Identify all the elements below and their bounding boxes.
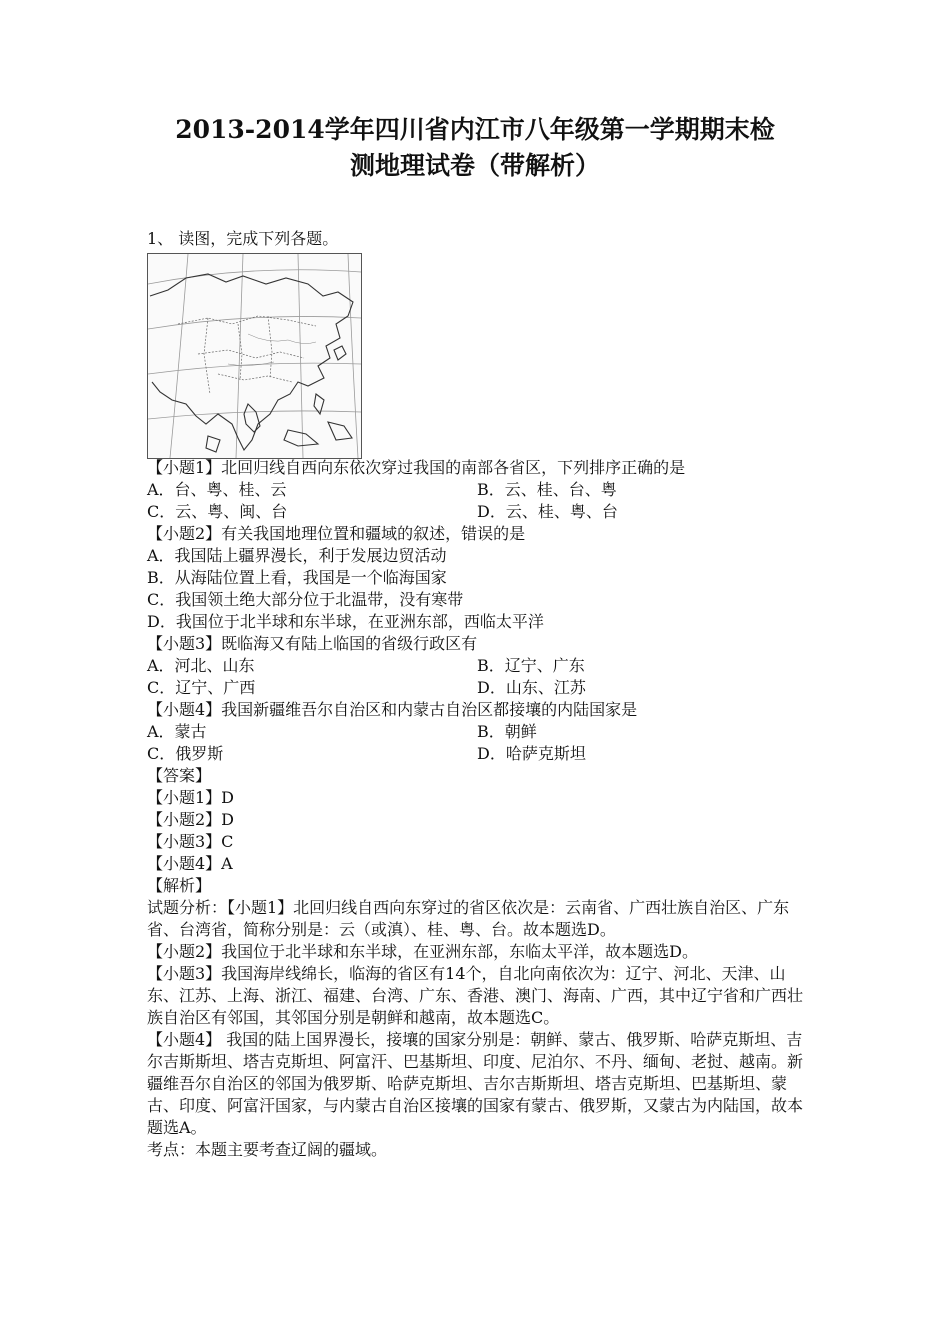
answer-item-3: 【小题3】C <box>147 832 234 851</box>
asia-outline-map-image <box>147 253 362 459</box>
option-b: B．辽宁、广东 <box>477 656 585 675</box>
analysis-heading: 【解析】 <box>147 876 212 895</box>
option-c: C．俄罗斯 <box>147 744 224 763</box>
option-b: B．从海陆位置上看，我国是一个临海国家 <box>147 568 447 587</box>
option-d: D．云、桂、粤、台 <box>477 502 618 521</box>
map-drawing <box>148 254 361 458</box>
option-a: A．我国陆上疆界漫长，利于发展边贸活动 <box>147 546 447 565</box>
option-d: D．哈萨克斯坦 <box>477 744 586 763</box>
option-c: C．云、粤、闽、台 <box>147 502 288 521</box>
option-d: D．山东、江苏 <box>477 678 586 697</box>
subquestion-4-options-row-2 <box>147 743 807 765</box>
analysis-paragraph-1: 试题分析：【小题1】北回归线自西向东穿过的省区依次是：云南省、广西壮族自治区、广东省、台湾省，简称分别是：云（或滇）、桂、粤、台。故本题选D。 <box>147 898 790 939</box>
analysis-exam-point: 考点：本题主要考查辽阔的疆域。 <box>147 1140 388 1159</box>
option-a: A．蒙古 <box>147 722 207 741</box>
subquestion-1-options-row-1 <box>147 479 807 501</box>
subquestion-4-options-row-1 <box>147 721 807 743</box>
document-title <box>100 112 850 184</box>
option-a: A．台、粤、桂、云 <box>147 480 287 499</box>
answer-item-4: 【小题4】A <box>147 854 233 873</box>
answer-item-1: 【小题1】D <box>147 788 235 807</box>
option-b: B．云、桂、台、粤 <box>477 480 617 499</box>
analysis-paragraph-3: 【小题3】我国海岸线绵长，临海的省区有14个，自北向南依次为：辽宁、河北、天津、山东、江苏、上海、浙江、福建、台湾、广东、香港、澳门、海南、广西，其中辽宁省和广西壮族自治区有邻国，其邻国分别是朝鲜和越南，故本题选C。 <box>147 964 804 1027</box>
option-d: D．我国位于北半球和东半球，在亚洲东部，西临太平洋 <box>147 612 544 631</box>
answer-heading: 【答案】 <box>147 766 212 785</box>
subquestion-1-stem: 【小题1】北回归线自西向东依次穿过我国的南部各省区，下列排序正确的是 <box>147 458 686 477</box>
question-body <box>147 457 807 1161</box>
subquestion-1-options-row-2 <box>147 501 807 523</box>
subquestion-3-options-row-1 <box>147 655 807 677</box>
subquestion-3-options-row-2 <box>147 677 807 699</box>
analysis-paragraph-4: 【小题4】 我国的陆上国界漫长，接壤的国家分别是：朝鲜、蒙古、俄罗斯、哈萨克斯坦、吉尔吉斯斯坦、塔吉克斯坦、阿富汗、巴基斯坦、印度、尼泊尔、不丹、缅甸、老挝、越南。新疆维吾尔自治区的邻国为俄罗斯、哈萨克斯坦、吉尔吉斯斯坦、塔吉克斯坦、巴基斯坦、蒙古、印度、阿富汗国家，与内蒙古自治区接壤的国家有蒙古、俄罗斯，又蒙古为内陆国，故本题选A。 <box>147 1030 804 1137</box>
option-c: C．我国领土绝大部分位于北温带，没有寒带 <box>147 590 464 609</box>
question-number: 1、 读图，完成下列各题。 <box>147 229 339 248</box>
option-a: A．河北、山东 <box>147 656 255 675</box>
title-line-1: 2013-2014学年四川省内江市八年级第一学期期末检 <box>175 115 775 144</box>
option-c: C．辽宁、广西 <box>147 678 256 697</box>
subquestion-3-stem: 【小题3】既临海又有陆上临国的省级行政区有 <box>147 634 478 653</box>
title-line-2: 测地理试卷（带解析） <box>349 151 600 180</box>
answer-item-2: 【小题2】D <box>147 810 235 829</box>
subquestion-2-stem: 【小题2】有关我国地理位置和疆域的叙述，错误的是 <box>147 524 526 543</box>
subquestion-4-stem: 【小题4】我国新疆维吾尔自治区和内蒙古自治区都接壤的内陆国家是 <box>147 700 638 719</box>
option-b: B．朝鲜 <box>477 722 537 741</box>
analysis-paragraph-2: 【小题2】我国位于北半球和东半球，在亚洲东部，东临太平洋，故本题选D。 <box>147 942 699 961</box>
